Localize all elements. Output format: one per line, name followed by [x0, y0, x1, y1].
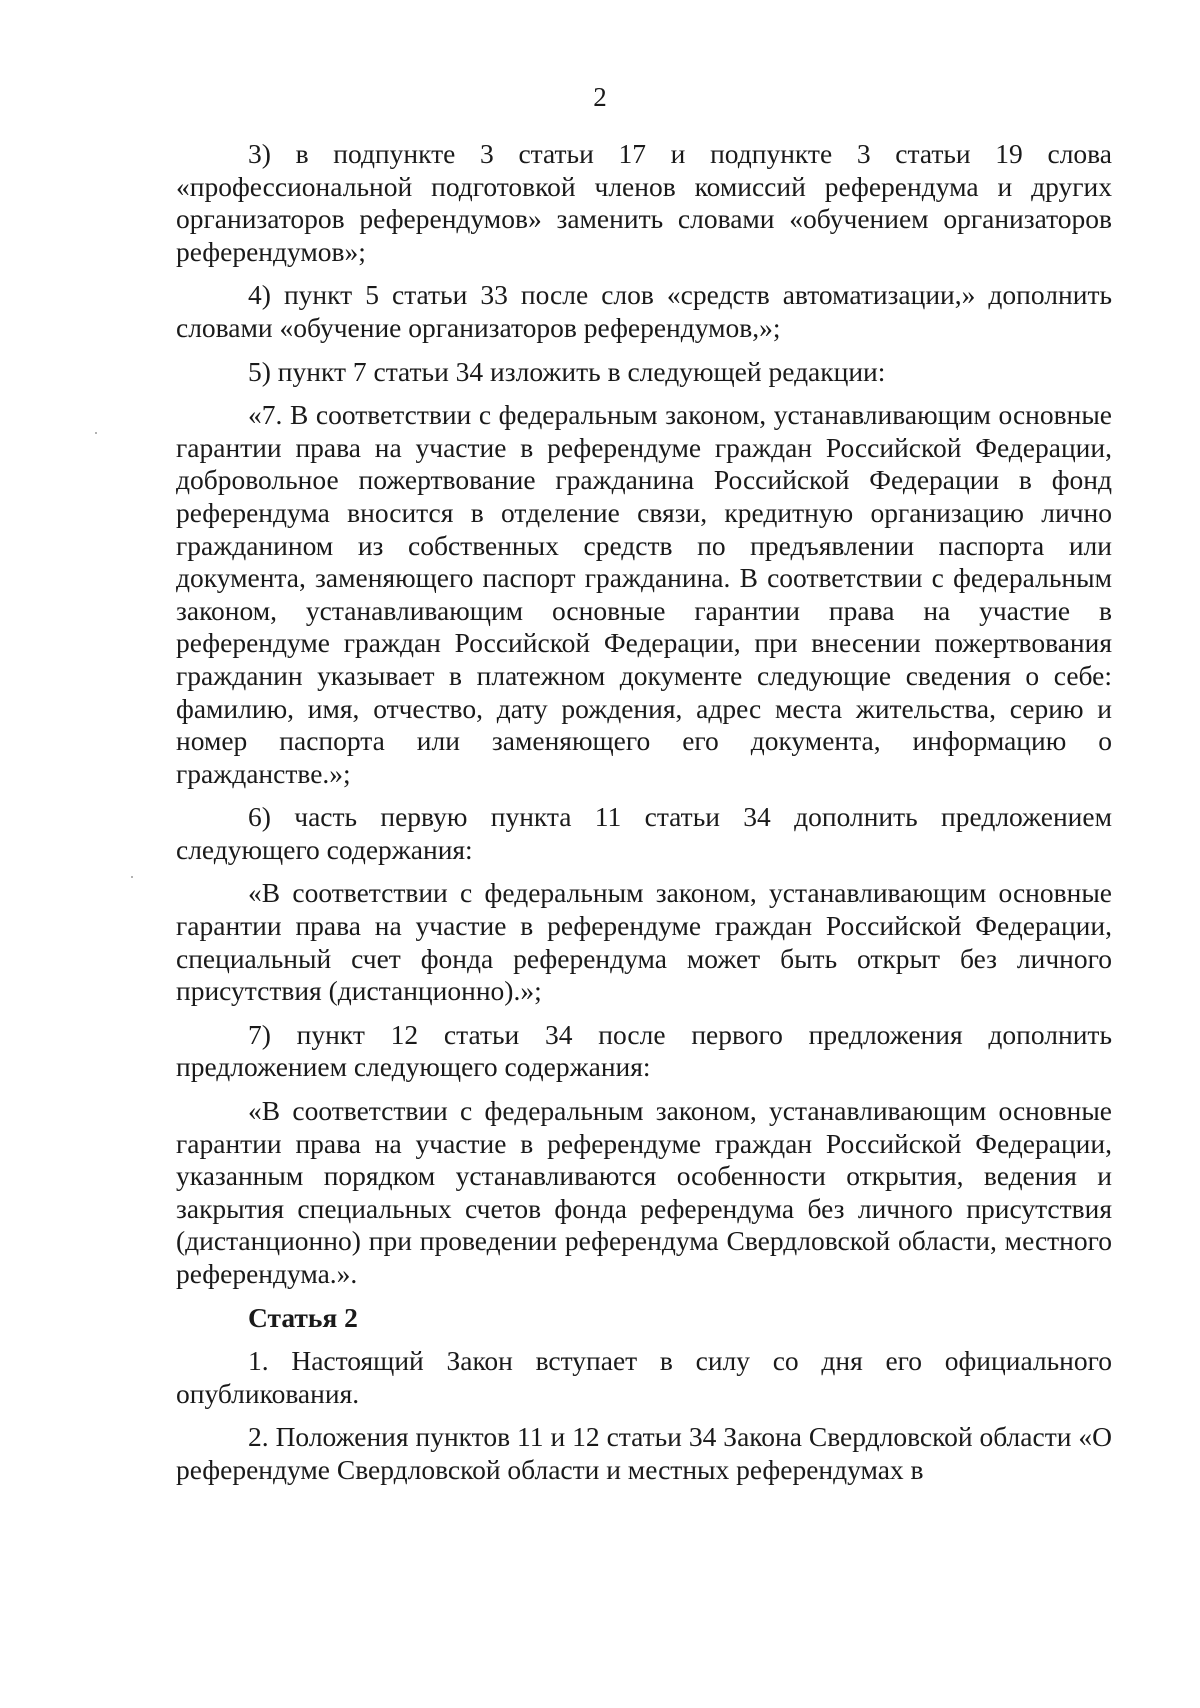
quoted-sentence-item-6: «В соответствии с федеральным законом, устанавливающим основные гарантии права на участие в референдуме граждан Российской Федерации, специальный счет фонда референдума может быть открыт без личного присутствия (дистанционно).»; [176, 877, 1112, 1007]
scan-speck [131, 876, 133, 878]
article-2-clause-1: 1. Настоящий Закон вступает в силу со дня его официального опубликования. [176, 1345, 1112, 1409]
article-2-clause-2: 2. Положения пунктов 11 и 12 статьи 34 Закона Свердловской области «О референдуме Свердловской области и местных референдумах в [176, 1421, 1112, 1485]
amendment-item-6: 6) часть первую пункта 11 статьи 34 дополнить предложением следующего содержания: [176, 801, 1112, 865]
document-body [176, 138, 1112, 1498]
amendment-item-4: 4) пункт 5 статьи 33 после слов «средств автоматизации,» дополнить словами «обучение организаторов референдумов,»; [176, 279, 1112, 343]
quoted-clause-7: «7. В соответствии с федеральным законом, устанавливающим основные гарантии права на участие в референдуме граждан Российской Федерации, добровольное пожертвование гражданина Российской Федерации в фонд референдума вносится в отделение связи, кредитную организацию лично гражданином из собственных средств по предъявлении паспорта или документа, заменяющего паспорт гражданина. В соответствии с федеральным законом, устанавливающим основные гарантии права на участие в референдуме граждан Российской Федерации, при внесении пожертвования гражданин указывает в платежном документе следующие сведения о себе: фамилию, имя, отчество, дату рождения, адрес места жительства, серию и номер паспорта или заменяющего его документа, информацию о гражданстве.»; [176, 399, 1112, 789]
amendment-item-3: 3) в подпункте 3 статьи 17 и подпункте 3 статьи 19 слова «профессиональной подготовкой членов комиссий референдума и других организаторов референдумов» заменить словами «обучением организаторов референдумов»; [176, 138, 1112, 267]
amendment-item-7: 7) пункт 12 статьи 34 после первого предложения дополнить предложением следующего содержания: [176, 1018, 1112, 1083]
quoted-sentence-item-7: «В соответствии с федеральным законом, устанавливающим основные гарантии права на участие в референдуме граждан Российской Федерации, указанным порядком устанавливаются особенности открытия, ведения и закрытия специальных счетов фонда референдума без личного присутствия (дистанционно) при проведении референдума Свердловской области, местного референдума.». [176, 1095, 1112, 1289]
article-2-heading: Статья 2 [248, 1301, 358, 1333]
amendment-item-5: 5) пункт 7 статьи 34 изложить в следующей редакции: [248, 355, 886, 387]
page-number: 2 [593, 82, 607, 112]
scan-speck [95, 432, 97, 434]
